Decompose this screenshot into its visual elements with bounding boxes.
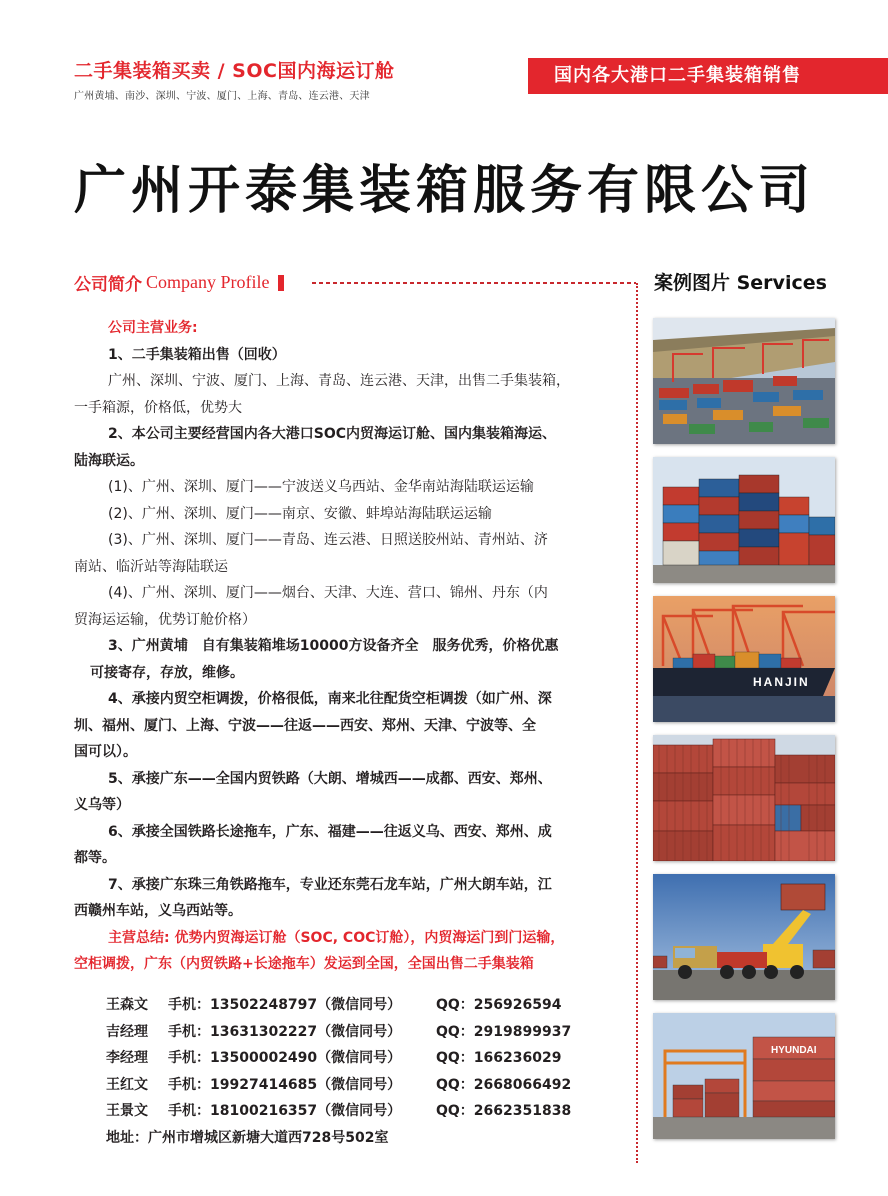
photo-red-containers xyxy=(653,735,835,861)
business-line: 3、广州黄埔 自有集装箱堆场10000方设备齐全 服务优秀，价格优惠 xyxy=(108,638,559,654)
business-line: 都等。 xyxy=(74,850,116,866)
photo-gantry-hyundai-image xyxy=(653,1013,835,1139)
business-heading: 公司主营业务: xyxy=(108,320,198,336)
contact-phone: 手机：13500002490（微信同号） xyxy=(168,1050,402,1066)
contact-name: 吉经理 xyxy=(106,1023,148,1040)
contact-row xyxy=(106,1045,571,1072)
business-line: 国可以）。 xyxy=(74,744,137,760)
profile-title-en: Company Profile xyxy=(146,272,270,292)
contact-row xyxy=(106,1019,571,1046)
business-line: (2)、广州、深圳、厦门——南京、安徽、蚌埠站海陆联运运输 xyxy=(108,505,492,522)
contact-name: 王景文 xyxy=(106,1103,148,1119)
header-banner: 国内各大港口二手集装箱销售 xyxy=(528,58,888,94)
business-line: 义乌等） xyxy=(74,797,130,813)
business-summary: 空柜调拨，广东（内贸铁路+长途拖车）发运到全国，全国出售二手集装箱 xyxy=(74,956,534,972)
photo-port-river-image xyxy=(653,318,835,444)
contact-qq: QQ：2919899937 xyxy=(436,1023,572,1040)
contact-qq: QQ：2668066492 xyxy=(436,1076,572,1093)
header-cities: 广州黄埔、南沙、深圳、宁波、厦门、上海、青岛、连云港、天津 xyxy=(74,91,370,102)
business-line: 贸海运运输，优势订舱价格） xyxy=(74,611,256,628)
profile-divider xyxy=(312,282,636,284)
profile-tab-marker xyxy=(278,275,284,291)
business-line: 可接寄存，存放，维修。 xyxy=(90,664,244,681)
business-line: 2、本公司主要经营国内各大港口SOC内贸海运订舱、国内集装箱海运、 xyxy=(108,426,556,442)
container-brand-text: HYUNDAI xyxy=(771,1045,817,1056)
photo-port-river xyxy=(653,318,835,444)
business-line: 7、承接广东珠三角铁路拖车，专业还东莞石龙车站，广州大朗车站，江 xyxy=(108,876,552,893)
contact-qq: QQ：166236029 xyxy=(436,1050,562,1066)
contact-row xyxy=(106,1098,571,1125)
business-line: 南站、临沂站等海陆联运 xyxy=(74,558,228,575)
contact-row xyxy=(106,992,571,1019)
services-title: 案例图片 Services xyxy=(654,272,827,294)
contact-qq: QQ：256926594 xyxy=(436,997,562,1013)
contact-name: 王红文 xyxy=(106,1076,148,1093)
column-divider xyxy=(636,283,638,1163)
header-left xyxy=(74,56,394,102)
contact-name: 李经理 xyxy=(106,1050,148,1066)
business-line: (4)、广州、深圳、厦门——烟台、天津、大连、营口、锦州、丹东（内 xyxy=(108,585,548,601)
services-photos xyxy=(653,318,835,1152)
photo-truck-stacker xyxy=(653,874,835,1000)
business-line: 6、承接全国铁路长途拖车，广东、福建——往返义乌、西安、郑州、成 xyxy=(108,823,552,840)
ship-name-text: HANJIN xyxy=(753,675,810,689)
photo-ship-cranes-image xyxy=(653,596,835,722)
contact-phone: 手机：13502248797（微信同号） xyxy=(168,997,402,1013)
photo-container-stacks-image xyxy=(653,457,835,583)
company-address: 地址：广州市增城区新塘大道西728号502室 xyxy=(106,1129,389,1146)
business-line: 4、承接内贸空柜调拨，价格很低，南来北往配货空柜调拨（如广州、深 xyxy=(108,691,552,707)
contact-qq: QQ：2662351838 xyxy=(436,1103,572,1119)
profile-heading xyxy=(74,270,284,295)
business-line: 广州、深圳、宁波、厦门、上海、青岛、连云港、天津，出售二手集装箱， xyxy=(108,373,570,389)
photo-ship-cranes xyxy=(653,596,835,722)
photo-gantry-hyundai xyxy=(653,1013,835,1139)
contact-phone: 手机：18100216357（微信同号） xyxy=(168,1103,402,1119)
business-line: (1)、广州、深圳、厦门——宁波送义乌西站、金华南站海陆联运运输 xyxy=(108,479,534,495)
contact-phone: 手机：13631302227（微信同号） xyxy=(168,1023,402,1040)
header-title: 二手集装箱买卖 / SOC国内海运订舱 xyxy=(74,60,395,82)
business-summary: 主营总结: 优势内贸海运订舱（SOC, COC订舱），内贸海运门到门运输， xyxy=(108,929,565,946)
business-content xyxy=(74,315,618,978)
profile-title-cn: 公司简介 xyxy=(74,275,142,295)
business-line: 5、承接广东——全国内贸铁路（大朗、增城西——成都、西安、郑州、 xyxy=(108,770,552,787)
business-line: 西赣州车站，义乌西站等。 xyxy=(74,903,242,919)
photo-truck-stacker-image xyxy=(653,874,835,1000)
business-line: 圳、福州、厦门、上海、宁波——往返——西安、郑州、天津、宁波等、全 xyxy=(74,717,536,734)
business-line: 1、二手集装箱出售（回收） xyxy=(108,346,286,363)
business-line: (3)、广州、深圳、厦门——青岛、连云港、日照送胶州站、青州站、济 xyxy=(108,532,548,548)
contact-phone: 手机：19927414685（微信同号） xyxy=(168,1076,402,1093)
contact-list xyxy=(106,992,571,1151)
company-name: 广州开泰集装箱服务有限公司 xyxy=(74,161,816,221)
photo-container-stacks xyxy=(653,457,835,583)
business-line: 一手箱源，价格低，优势大 xyxy=(74,399,242,416)
contact-row xyxy=(106,1072,571,1099)
photo-red-containers-image xyxy=(653,735,835,861)
business-line: 陆海联运。 xyxy=(74,452,144,469)
contact-name: 王森文 xyxy=(106,997,148,1013)
